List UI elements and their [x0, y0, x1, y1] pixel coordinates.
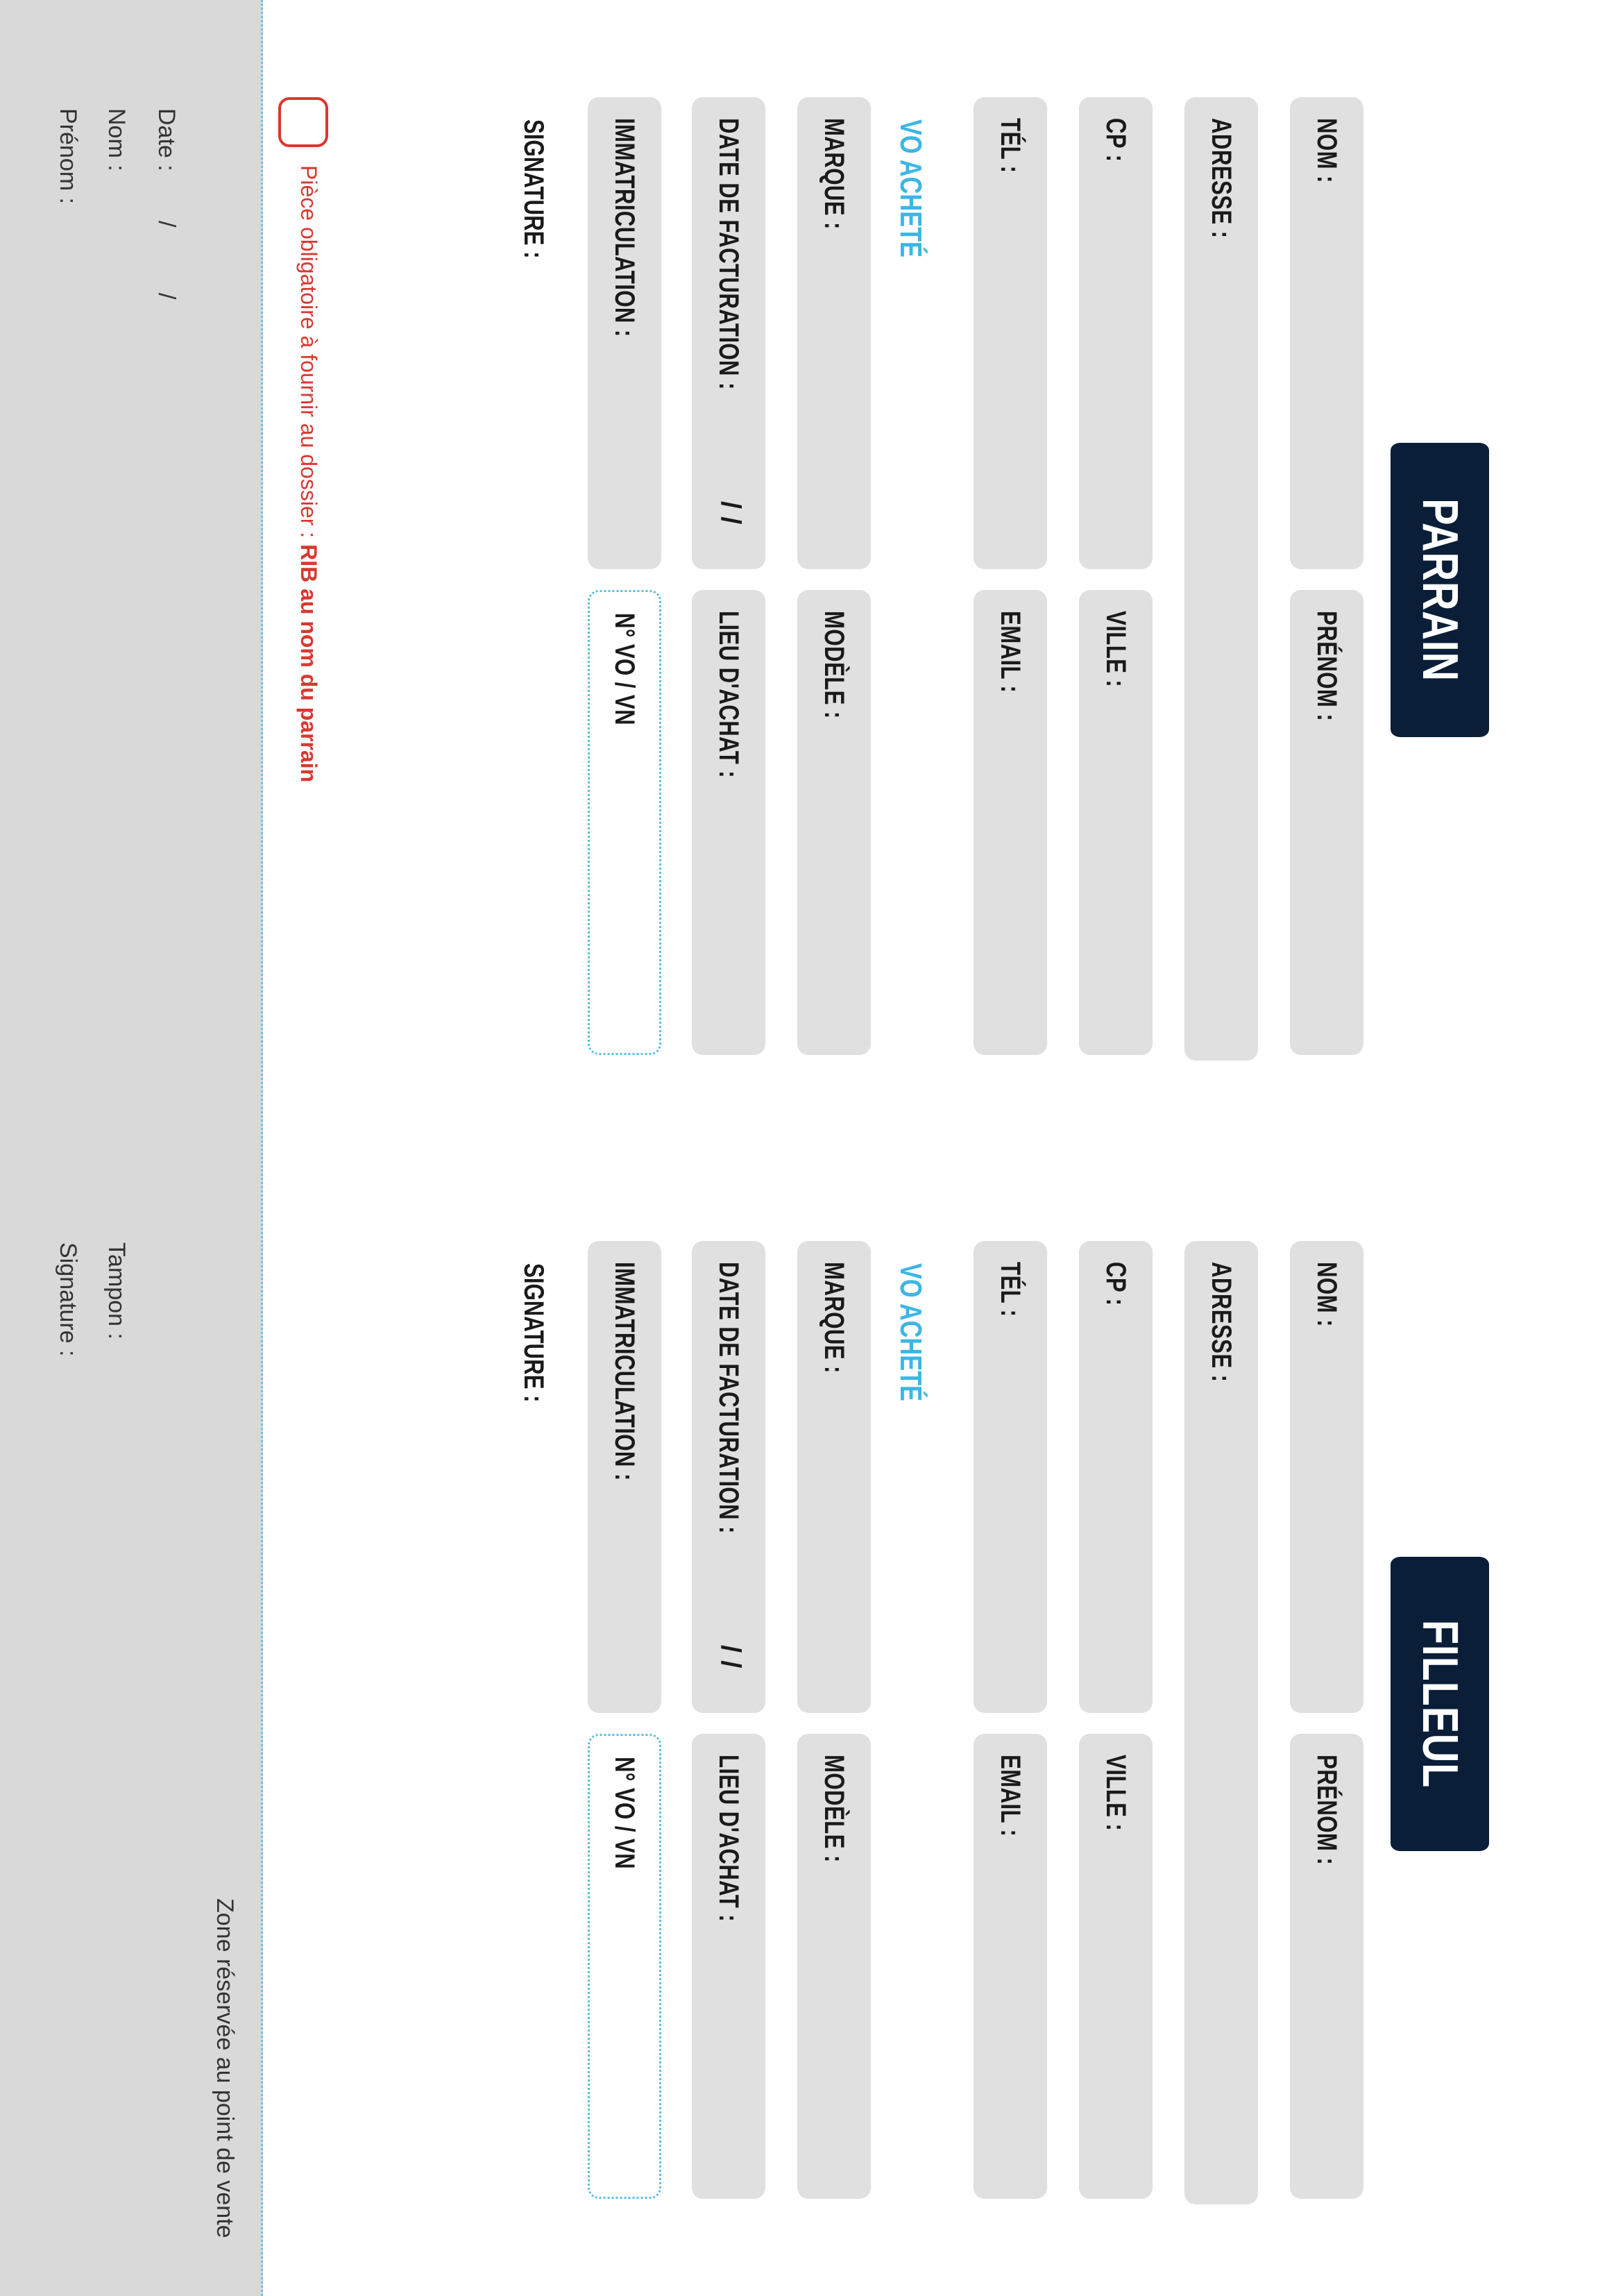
filleul-date-facturation-field[interactable] [692, 1241, 765, 1713]
parrain-cp-label: CP : [1101, 118, 1132, 162]
filleul-ville-label: VILLE : [1101, 1755, 1132, 1832]
parrain-tel-field[interactable] [974, 97, 1047, 569]
parrain-lieu-achat-label: LIEU D'ACHAT : [713, 611, 745, 779]
parrain-prenom-label: PRÉNOM : [1311, 611, 1343, 722]
filleul-immatriculation-label: IMMATRICULATION : [609, 1262, 640, 1481]
rib-note-prefix: Pièce obligatoire à fournir au dossier : [296, 165, 321, 545]
filleul-n-vo-vn-field[interactable] [588, 1734, 661, 2199]
parrain-modele-field[interactable] [797, 590, 871, 1055]
filleul-tel-field[interactable] [974, 1241, 1047, 1713]
parrain-title: PARRAIN [1391, 443, 1489, 737]
parrain-cp-field[interactable] [1079, 97, 1153, 569]
parrain-modele-label: MODÈLE : [819, 611, 850, 719]
parrain-tel-label: TÉL : [995, 118, 1026, 174]
zone-title: Zone réservée au point de vente [212, 1898, 238, 2238]
parrain-marque-label: MARQUE : [819, 118, 850, 230]
filleul-lieu-achat-label: LIEU D'ACHAT : [713, 1755, 745, 1923]
parrain-lieu-achat-field[interactable] [692, 590, 765, 1055]
zone-prenom-label: Prénom : [55, 108, 81, 204]
zone-date-label: Date : [153, 108, 180, 171]
rib-note [296, 165, 321, 782]
filleul-email-field[interactable] [974, 1734, 1047, 2199]
parrain-ville-label: VILLE : [1101, 611, 1132, 688]
zone-date-slashes: / / [153, 221, 180, 300]
zone-signature-label: Signature : [55, 1242, 81, 1357]
parrain-adresse-field[interactable] [1184, 97, 1258, 1061]
parrain-ville-field[interactable] [1079, 590, 1153, 1055]
filleul-title: FILLEUL [1391, 1557, 1489, 1851]
filleul-nom-field[interactable] [1290, 1241, 1363, 1713]
parrain-signature[interactable] [518, 119, 549, 298]
parrain-date-slashes: / / [715, 501, 746, 525]
filleul-signature[interactable] [518, 1263, 549, 1442]
filleul-ville-field[interactable] [1079, 1734, 1153, 2199]
filleul-cp-field[interactable] [1079, 1241, 1153, 1713]
parrain-vo-achete-label: VO ACHETÉ [894, 119, 928, 258]
filleul-date-slashes: / / [715, 1645, 746, 1669]
filleul-vo-achete-label: VO ACHETÉ [894, 1263, 928, 1401]
filleul-modele-field[interactable] [797, 1734, 871, 2199]
filleul-lieu-achat-field[interactable] [692, 1734, 765, 2199]
rib-checkbox[interactable] [278, 97, 328, 147]
filleul-tel-label: TÉL : [995, 1262, 1026, 1317]
filleul-adresse-field[interactable] [1184, 1241, 1258, 2204]
parrain-marque-field[interactable] [797, 97, 871, 569]
filleul-marque-label: MARQUE : [819, 1262, 850, 1374]
filleul-prenom-label: PRÉNOM : [1311, 1755, 1343, 1866]
parrain-date-facturation-field[interactable] [692, 97, 765, 569]
filleul-adresse-label: ADRESSE : [1206, 1262, 1237, 1383]
parrain-n-vo-vn-label: N° VO / VN [609, 613, 640, 726]
parrain-date-facturation-label: DATE DE FACTURATION : [713, 118, 745, 390]
filleul-marque-field[interactable] [797, 1241, 871, 1713]
parrain-nom-field[interactable] [1290, 97, 1363, 569]
filleul-n-vo-vn-label: N° VO / VN [609, 1757, 640, 1870]
parrain-n-vo-vn-field[interactable] [588, 590, 661, 1055]
filleul-cp-label: CP : [1101, 1262, 1132, 1306]
filleul-nom-label: NOM : [1311, 1262, 1343, 1327]
filleul-modele-label: MODÈLE : [819, 1755, 850, 1863]
filleul-signature-label: SIGNATURE : [518, 1263, 549, 1403]
zone-nom-label: Nom : [103, 108, 130, 171]
filleul-vo-achete-heading [893, 1263, 928, 1440]
filleul-immatriculation-field[interactable] [588, 1241, 661, 1713]
parrain-email-field[interactable] [974, 590, 1047, 1055]
filleul-email-label: EMAIL : [995, 1755, 1026, 1837]
rib-note-emphasis: RIB au nom du parrain [296, 544, 321, 783]
parrain-vo-achete-heading [893, 119, 928, 296]
parrain-adresse-label: ADRESSE : [1206, 118, 1237, 239]
filleul-prenom-field[interactable] [1290, 1734, 1363, 2199]
parrain-signature-label: SIGNATURE : [518, 119, 549, 259]
parrain-immatriculation-field[interactable] [588, 97, 661, 569]
parrain-nom-label: NOM : [1311, 118, 1343, 183]
zone-tampon-label: Tampon : [103, 1242, 130, 1340]
filleul-date-facturation-label: DATE DE FACTURATION : [713, 1262, 745, 1534]
parrain-immatriculation-label: IMMATRICULATION : [609, 118, 640, 337]
parrain-email-label: EMAIL : [995, 611, 1026, 693]
parrain-prenom-field[interactable] [1290, 590, 1363, 1055]
